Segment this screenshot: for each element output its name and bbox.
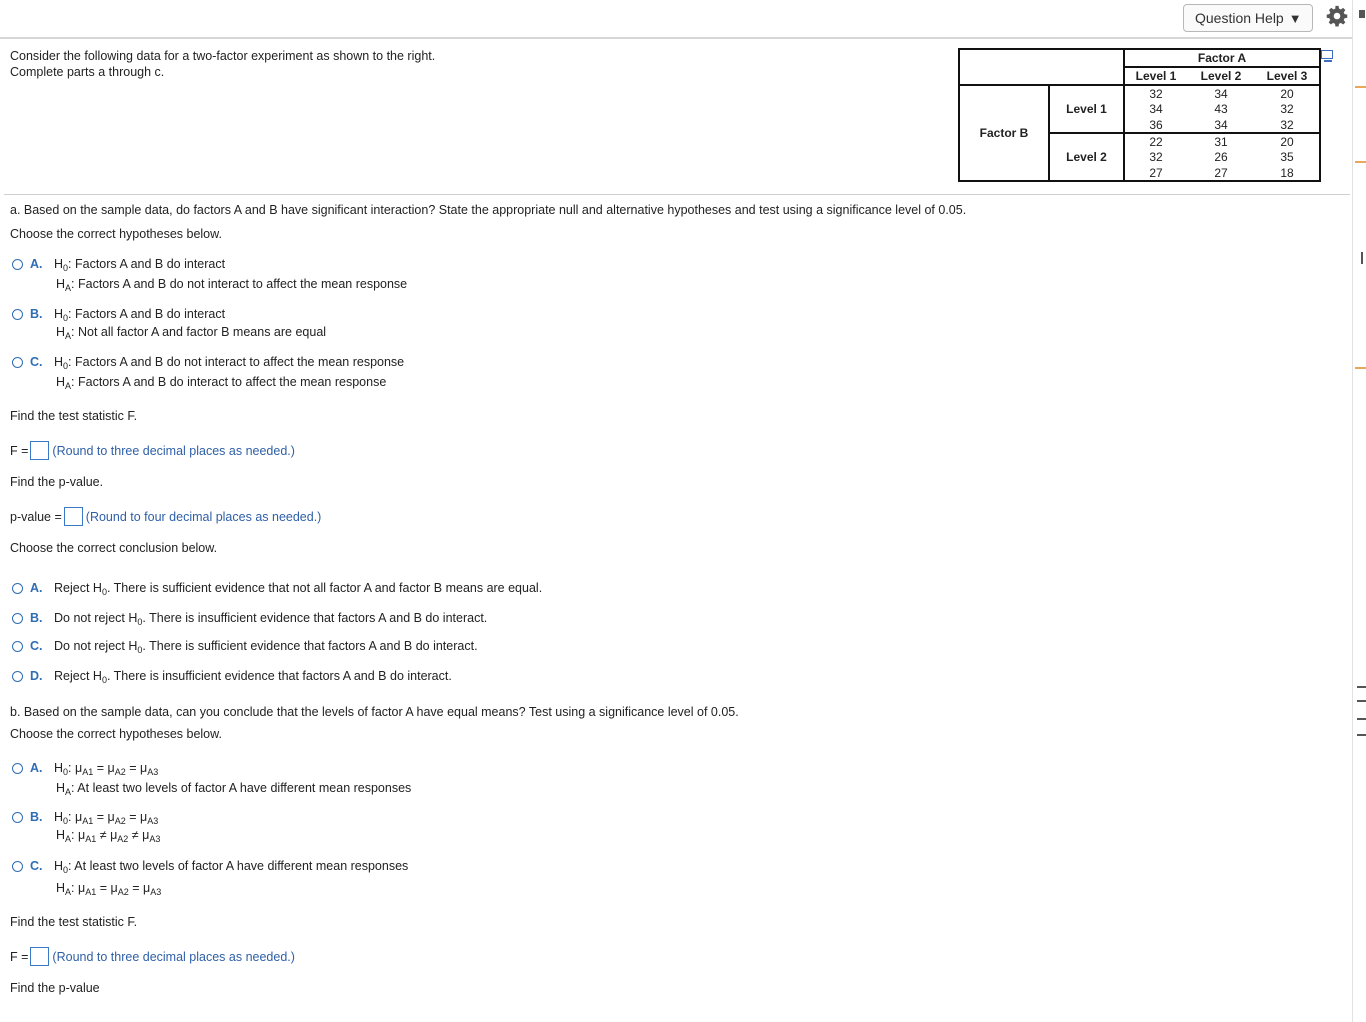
table-cell: 32 bbox=[1149, 86, 1163, 101]
conclusion-option-d[interactable]: D. Reject $H_0$. There is insufficient evidence that factors A and B do interact. bbox=[12, 669, 452, 685]
f-input[interactable] bbox=[30, 947, 49, 966]
hypothesis-option-a[interactable]: A. $H_0$: $\mu_{A1} = \mu_{A2} = \mu_{A3}$ $H_A$: At least two levels of factor A have different mean responses bbox=[12, 761, 158, 777]
p-value-input[interactable] bbox=[64, 507, 83, 526]
choose-conclusion-label: Choose the correct conclusion below. bbox=[10, 541, 218, 555]
table-cell: 20 bbox=[1280, 86, 1294, 101]
f-answer-row: F = (Round to three decimal places as needed.) bbox=[10, 947, 295, 966]
data-table bbox=[958, 48, 1321, 182]
hypothesis-option-b[interactable]: B. $H_0$: $\mu_{A1} = \mu_{A2} = \mu_{A3}$ $H_A$: $\mu_{A1} \ne \mu_{A2} \ne \mu_{A3}$ bbox=[12, 810, 158, 826]
table-cell: 26 bbox=[1214, 150, 1228, 164]
radio-button[interactable] bbox=[12, 613, 23, 624]
table-cell: 31 bbox=[1214, 134, 1228, 149]
radio-button[interactable] bbox=[12, 763, 23, 774]
b-level-header: Level 2 bbox=[1049, 133, 1124, 181]
radio-button[interactable] bbox=[12, 812, 23, 823]
factor-b-header: Factor B bbox=[959, 85, 1049, 181]
f-input[interactable] bbox=[30, 441, 49, 460]
conclusion-option-b[interactable]: B. Do not reject $H_0$. There is insufficient evidence that factors A and B do interact. bbox=[12, 611, 487, 627]
conclusion-option-c[interactable]: C. Do not reject $H_0$. There is sufficient evidence that factors A and B do interact. bbox=[12, 639, 478, 655]
hypothesis-option-b[interactable]: B. $H_0$: Factors A and B do interact $H_A$: Not all factor A and factor B means are equal bbox=[12, 307, 225, 323]
table-cell: 20 bbox=[1280, 134, 1294, 149]
radio-button[interactable] bbox=[12, 583, 23, 594]
part-b-question: b. Based on the sample data, can you conclude that the levels of factor A have equal means? Test using a significance level of 0.05. bbox=[10, 705, 739, 719]
a-level-header: Level 3 bbox=[1255, 67, 1320, 85]
radio-button[interactable] bbox=[12, 309, 23, 320]
radio-button[interactable] bbox=[12, 357, 23, 368]
question-help-button[interactable] bbox=[1183, 4, 1313, 32]
choose-hypotheses-label: Choose the correct hypotheses below. bbox=[10, 227, 222, 241]
p-answer-row: p-value = (Round to four decimal places as needed.) bbox=[10, 507, 321, 526]
find-p-label: Find the p-value bbox=[10, 981, 100, 995]
b-level-header: Level 1 bbox=[1049, 85, 1124, 133]
table-cell: 27 bbox=[1214, 165, 1228, 180]
find-f-label: Find the test statistic F. bbox=[10, 915, 138, 929]
radio-button[interactable] bbox=[12, 641, 23, 652]
a-level-header: Level 2 bbox=[1187, 67, 1255, 85]
dropdown-arrow-icon: ▼ bbox=[1288, 10, 1302, 26]
table-cell: 18 bbox=[1280, 165, 1294, 180]
table-cell: 34 bbox=[1214, 86, 1228, 101]
radio-button[interactable] bbox=[12, 861, 23, 872]
top-bar bbox=[0, 0, 1352, 39]
hypothesis-option-a[interactable]: A. $H_0$: Factors A and B do interact $H_A$: Factors A and B do not interact to affect the mean response bbox=[12, 257, 225, 273]
part-a-question: a. Based on the sample data, do factors A and B have significant interaction? State the appropriate null and alternative hypotheses and test using a significance level of 0.05. bbox=[10, 203, 967, 217]
table-cell: 32 bbox=[1280, 102, 1294, 116]
divider bbox=[4, 194, 1350, 195]
table-cell: 34 bbox=[1149, 102, 1163, 116]
table-cell: 27 bbox=[1149, 165, 1163, 180]
problem-intro: Consider the following data for a two-factor experiment as shown to the right. Complete parts a through c. bbox=[10, 49, 436, 79]
table-cell: 34 bbox=[1187, 117, 1255, 133]
table-cell: 35 bbox=[1280, 150, 1294, 164]
factor-a-header: Factor A bbox=[1124, 49, 1320, 67]
gear-icon[interactable] bbox=[1326, 5, 1348, 27]
table-cell: 36 bbox=[1124, 117, 1187, 133]
radio-button[interactable] bbox=[12, 259, 23, 270]
radio-button[interactable] bbox=[12, 671, 23, 682]
conclusion-option-a[interactable]: A. Reject $H_0$. There is sufficient evidence that not all factor A and factor B means are equal. bbox=[12, 581, 542, 597]
scroll-edge bbox=[1352, 0, 1366, 1022]
a-level-header: Level 1 bbox=[1124, 67, 1187, 85]
table-cell: 22 bbox=[1149, 134, 1163, 149]
table-cell: 43 bbox=[1214, 102, 1228, 116]
table-cell: 32 bbox=[1255, 117, 1320, 133]
question-help-label: Question Help bbox=[1195, 10, 1284, 26]
hypothesis-option-c[interactable]: C. $H_0$: At least two levels of factor A have different mean responses $H_A$: $\mu_{A1} = \mu_{A2} = \mu_{A3}$ bbox=[12, 859, 408, 875]
f-answer-row: F = (Round to three decimal places as needed.) bbox=[10, 441, 295, 460]
choose-hypotheses-label: Choose the correct hypotheses below. bbox=[10, 727, 222, 741]
find-f-label: Find the test statistic F. bbox=[10, 409, 138, 423]
find-p-label: Find the p-value. bbox=[10, 475, 104, 489]
hypothesis-option-c[interactable]: C. $H_0$: Factors A and B do not interact to affect the mean response $H_A$: Factors A and B do interact to affect the mean response bbox=[12, 355, 404, 371]
expand-table-icon[interactable] bbox=[1321, 50, 1333, 59]
table-cell: 32 bbox=[1149, 150, 1163, 164]
